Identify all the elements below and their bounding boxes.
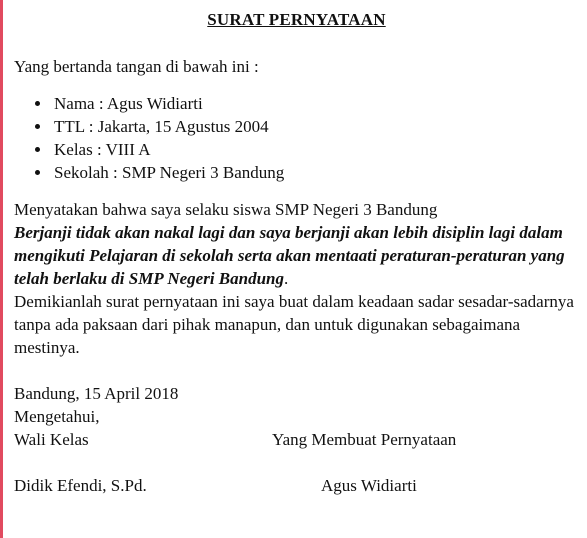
signature-space <box>14 451 579 474</box>
document-title: SURAT PERNYATAAN <box>207 10 386 29</box>
closing-paragraph: Demikianlah surat pernyataan ini saya buat dalam keadaan sadar sesadar-sadarnya tanpa ada paksaan dari pihak manapun, dan untuk digunakan sebagaimana mestinya. <box>14 292 574 357</box>
intro-text: Yang bertanda tangan di bawah ini : <box>14 57 259 76</box>
statement-paragraph <box>14 198 579 290</box>
right-role: Yang Membuat Pernyataan <box>272 430 457 449</box>
acknowledged-label: Mengetahui, <box>14 407 100 426</box>
identity-item-school: • Sekolah : SMP Negeri 3 Bandung <box>52 161 579 184</box>
statement-pledge: Berjanji tidak akan nakal lagi dan saya berjanji akan lebih disiplin lagi dalam mengikuti Pelajaran di sekolah serta akan mentaati peraturan-peraturan yang telah berlaku di SMP Negeri Bandung <box>14 223 565 288</box>
identity-item-name: • Nama : Agus Widiarti <box>52 92 579 115</box>
signature-names-row <box>14 474 579 497</box>
statement-intro: Menyatakan bahwa saya selaku siswa SMP Negeri 3 Bandung <box>14 200 438 219</box>
identity-item-class: • Kelas : VIII A <box>52 138 579 161</box>
left-role: Wali Kelas <box>14 430 89 449</box>
document-page <box>14 8 579 497</box>
identity-list <box>14 92 579 184</box>
place-date: Bandung, 15 April 2018 <box>14 384 179 403</box>
spacer <box>14 359 579 382</box>
right-signatory-name: Agus Widiarti <box>321 476 417 495</box>
statement-period: . <box>284 269 289 288</box>
identity-item-birth: • TTL : Jakarta, 15 Agustus 2004 <box>52 115 579 138</box>
left-signatory-name: Didik Efendi, S.Pd. <box>14 476 147 495</box>
page-left-border <box>0 0 3 538</box>
signature-roles-row <box>14 428 579 451</box>
